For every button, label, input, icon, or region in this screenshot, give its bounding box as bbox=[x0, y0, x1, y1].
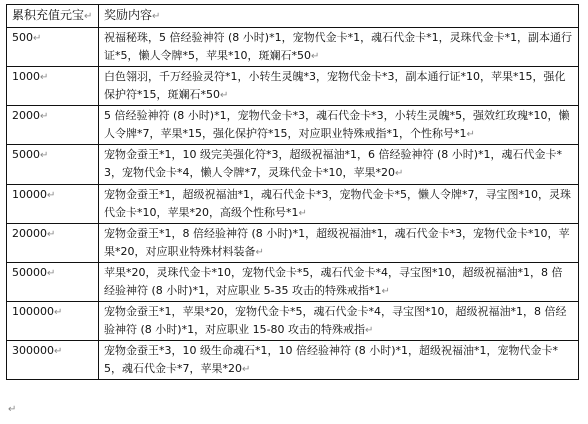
paragraph-mark-icon: ↵ bbox=[381, 286, 390, 297]
paragraph-mark-icon: ↵ bbox=[40, 111, 49, 122]
amount-cell bbox=[7, 224, 99, 263]
amount-value: 50000 bbox=[12, 266, 47, 279]
rewards-text: 宠物金蚕王*3，10 级生命魂石*1，10 倍经验神符 (8 小时)*1，超级祝福油*1，宠物代金卡*5，魂石代金卡*7，苹果*20 bbox=[104, 344, 559, 375]
rewards-cell bbox=[99, 224, 579, 263]
table-row bbox=[7, 145, 579, 185]
rewards-text: 苹果*20，灵珠代金卡*10，宠物代金卡*5，魂石代金卡*4，寻宝图*10，超级祝福油*1，8 倍经验神符 (8 小时)*1，对应职业 5-35 攻击的特殊戒指*1 bbox=[104, 266, 563, 297]
amount-value: 2000 bbox=[12, 109, 40, 122]
amount-value: 1000 bbox=[12, 70, 40, 83]
paragraph-mark-icon: ↵ bbox=[33, 33, 42, 44]
paragraph-mark-icon: ↵ bbox=[220, 90, 229, 101]
rewards-text: 宠物金蚕王*1，苹果*20，宠物代金卡*5，魂石代金卡*4，寻宝图*10，超级祝福油*1，8 倍经验神符 (8 小时)*1，对应职业 15-80 攻击的特殊戒指 bbox=[104, 305, 567, 336]
rewards-cell bbox=[99, 263, 579, 302]
table-row bbox=[7, 106, 579, 145]
header-cell-amount bbox=[7, 5, 99, 28]
amount-value: 10000 bbox=[12, 188, 47, 201]
table-row bbox=[7, 341, 579, 380]
rewards-cell bbox=[99, 302, 579, 341]
amount-cell bbox=[7, 145, 99, 185]
rewards-cell bbox=[99, 67, 579, 106]
paragraph-mark-icon: ↵ bbox=[298, 208, 307, 219]
amount-value: 5000 bbox=[12, 148, 40, 161]
paragraph-mark-icon: ↵ bbox=[40, 72, 49, 83]
amount-cell bbox=[7, 67, 99, 106]
header-cell-rewards bbox=[99, 5, 579, 28]
paragraph-mark-icon: ↵ bbox=[54, 307, 63, 318]
paragraph-mark-icon: ↵ bbox=[47, 268, 56, 279]
paragraph-mark-icon: ↵ bbox=[365, 325, 374, 336]
paragraph-mark-icon: ↵ bbox=[47, 190, 56, 201]
trailing-paragraph-mark-icon: ↵ bbox=[8, 404, 17, 415]
rewards-cell bbox=[99, 341, 579, 380]
rewards-cell bbox=[99, 28, 579, 67]
amount-cell bbox=[7, 28, 99, 67]
rewards-text: 宠物金蚕王*1，8 倍经验神符 (8 小时)*1，超级祝福油*1，魂石代金卡*3，宠物代金卡*10，苹果*20，对应职业特殊材料装备 bbox=[104, 227, 570, 258]
recharge-reward-table bbox=[6, 4, 579, 380]
rewards-text: 5 倍经验神符 (8 小时)*1，宠物代金卡*3，魂石代金卡*3，小转生灵魄*5，强效红玫瑰*10，懒人令牌*7，苹果*15，强化保护符*15，对应职业特殊戒指*1，个性称号*1 bbox=[104, 109, 570, 140]
table-row bbox=[7, 224, 579, 263]
table-header-row bbox=[7, 5, 579, 28]
table-row bbox=[7, 185, 579, 224]
paragraph-mark-icon: ↵ bbox=[47, 229, 56, 240]
paragraph-mark-icon: ↵ bbox=[152, 11, 161, 22]
paragraph-mark-icon: ↵ bbox=[466, 129, 475, 140]
amount-value: 100000 bbox=[12, 305, 54, 318]
rewards-text: 祝福秘珠，5 倍经验神符 (8 小时)*1，宠物代金卡*1，魂石代金卡*1，灵珠代金卡*1，副本通行证*5，懒人令牌*5，苹果*10，斑斓石*50 bbox=[104, 31, 573, 62]
amount-cell bbox=[7, 106, 99, 145]
paragraph-mark-icon: ↵ bbox=[40, 150, 49, 161]
rewards-cell bbox=[99, 145, 579, 185]
paragraph-mark-icon: ↵ bbox=[255, 247, 264, 258]
amount-value: 500 bbox=[12, 31, 33, 44]
amount-cell bbox=[7, 302, 99, 341]
amount-cell bbox=[7, 263, 99, 302]
rewards-text: 宠物金蚕王*1，10 级完美强化符*3，超级祝福油*1，6 倍经验神符 (8 小时)*1，魂石代金卡*3，宠物代金卡*4，懒人令牌*7，灵珠代金卡*10，苹果*20 bbox=[104, 148, 563, 179]
rewards-cell bbox=[99, 106, 579, 145]
paragraph-mark-icon: ↵ bbox=[54, 346, 63, 357]
amount-value: 20000 bbox=[12, 227, 47, 240]
table-row bbox=[7, 28, 579, 67]
paragraph-mark-icon: ↵ bbox=[84, 11, 93, 22]
paragraph-mark-icon: ↵ bbox=[311, 51, 320, 62]
rewards-text: 白色翎羽，千万经验灵符*1，小转生灵魄*3，宠物代金卡*3，副本通行证*10，苹果*15，强化保护符*15，斑斓石*50 bbox=[104, 70, 566, 101]
table-row bbox=[7, 67, 579, 106]
document-page bbox=[6, 4, 579, 380]
amount-value: 300000 bbox=[12, 344, 54, 357]
table-row bbox=[7, 302, 579, 341]
rewards-text: 宠物金蚕王*1，超级祝福油*1，魂石代金卡*3，宠物代金卡*5，懒人令牌*7，寻宝图*10，灵珠代金卡*10，苹果*20，高级个性称号*1 bbox=[104, 188, 571, 219]
paragraph-mark-icon: ↵ bbox=[242, 364, 251, 375]
header-rewards-label: 奖励内容 bbox=[104, 8, 153, 22]
amount-cell bbox=[7, 185, 99, 224]
amount-cell bbox=[7, 341, 99, 380]
paragraph-mark-icon: ↵ bbox=[395, 168, 404, 179]
table-row bbox=[7, 263, 579, 302]
rewards-cell bbox=[99, 185, 579, 224]
header-amount-label: 累积充值元宝 bbox=[12, 8, 85, 22]
